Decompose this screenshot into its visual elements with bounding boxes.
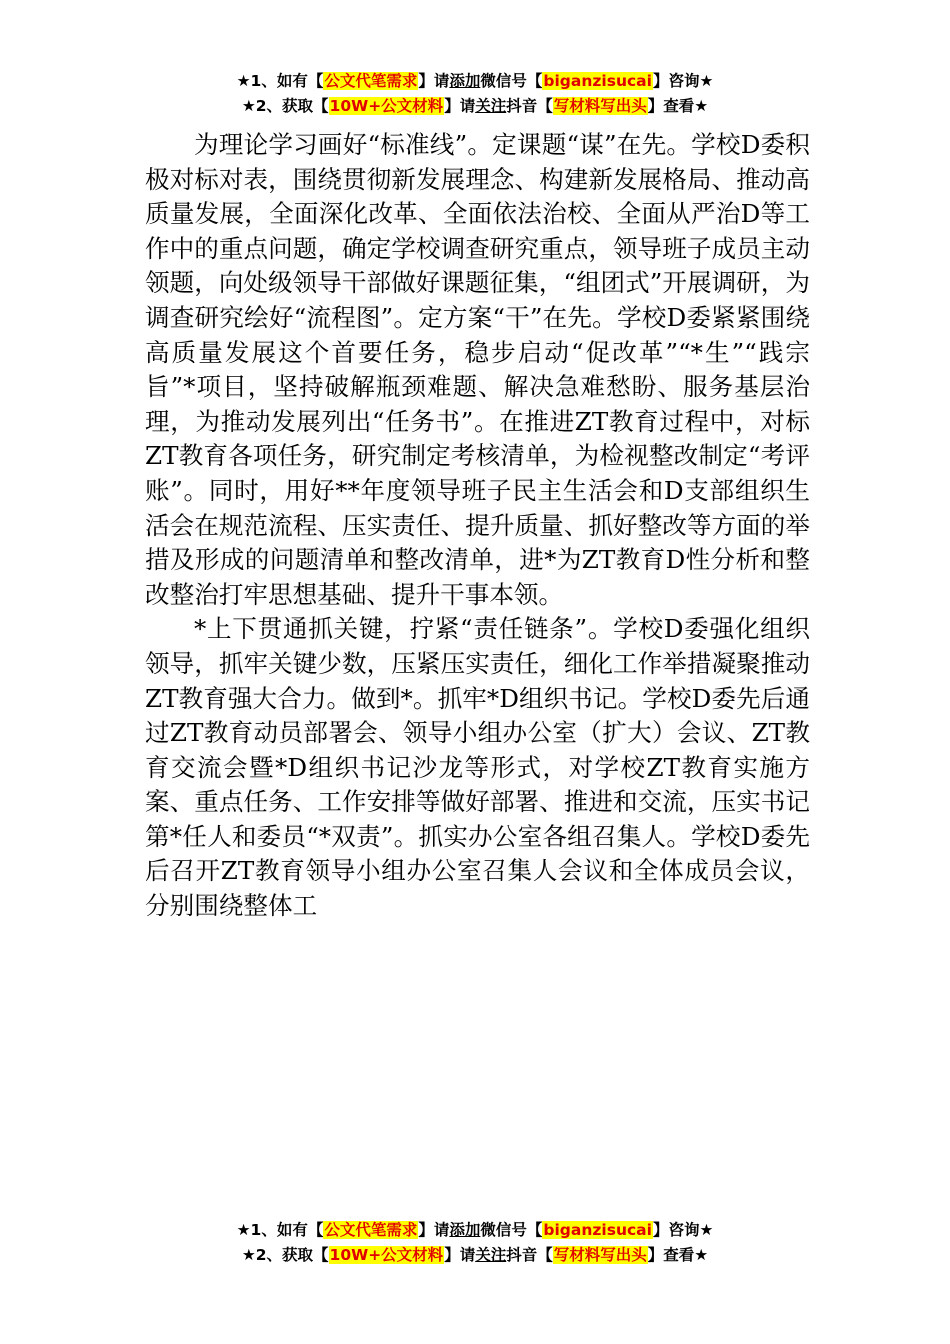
banner-line-2: ★2、获取【10W+公文材料】请关注抖音【写材料写出头】查看★ bbox=[241, 1246, 709, 1264]
banner-line-2: ★2、获取【10W+公文材料】请关注抖音【写材料写出头】查看★ bbox=[241, 97, 709, 115]
highlight-wechat-id: biganzisucai bbox=[543, 72, 652, 90]
footer-banner bbox=[0, 1218, 950, 1268]
highlight-service: 公文代笔需求 bbox=[324, 72, 418, 90]
highlight-materials: 10W+公文材料 bbox=[329, 1246, 444, 1264]
banner-line-1: ★1、如有【公文代笔需求】请添加微信号【biganzisucai】咨询★ bbox=[236, 1221, 714, 1239]
highlight-douyin: 写材料写出头 bbox=[553, 1246, 647, 1264]
highlight-wechat-id: biganzisucai bbox=[543, 1221, 652, 1239]
header-banner bbox=[0, 69, 950, 119]
highlight-douyin: 写材料写出头 bbox=[553, 97, 647, 115]
paragraph-1: 为理论学习画好“标准线”。定课题“谋”在先。学校D委积极对标对表，围绕贯彻新发展理念、构建新发展格局、推动高质量发展，全面深化改革、全面依法治校、全面从严治D等工作中的重点问题，确定学校调查研究重点，领导班子成员主动领题，向处级领导干部做好课题征集，“组团式”开展调研，为调查研究绘好“流程图”。定方案“干”在先。学校D委紧紧围绕高质量发展这个首要任务，稳步启动“促改革”“*生”“践宗旨”*项目，坚持破解瓶颈难题、解决急难愁盼、服务基层治理，为推动发展列出“任务书”。在推进ZT教育过程中，对标ZT教育各项任务，研究制定考核清单，为检视整改制定“考评账”。同时，用好**年度领导班子民主生活会和D支部组织生活会在规范流程、压实责任、提升质量、抓好整改等方面的举措及形成的问题清单和整改清单，进*为ZT教育D性分析和整改整治打牢思想基础、提升干事本领。 bbox=[145, 130, 810, 609]
paragraph-2: *上下贯通抓关键，拧紧“责任链条”。学校D委强化组织领导，抓牢关键少数，压紧压实责任，细化工作举措凝聚推动ZT教育强大合力。做到*。抓牢*D组织书记。学校D委先后通过ZT教育动员部署会、领导小组办公室（扩大）会议、ZT教育交流会暨*D组织书记沙龙等形式，对学校ZT教育实施方案、重点任务、工作安排等做好部署、推进和交流，压实书记第*任人和委员“*双责”。抓实办公室各组召集人。学校D委先后召开ZT教育领导小组办公室召集人会议和全体成员会议，分别围绕整体工 bbox=[145, 614, 810, 921]
highlight-materials: 10W+公文材料 bbox=[329, 97, 444, 115]
banner-line-1: ★1、如有【公文代笔需求】请添加微信号【biganzisucai】咨询★ bbox=[236, 72, 714, 90]
document-body bbox=[145, 128, 810, 924]
highlight-service: 公文代笔需求 bbox=[324, 1221, 418, 1239]
